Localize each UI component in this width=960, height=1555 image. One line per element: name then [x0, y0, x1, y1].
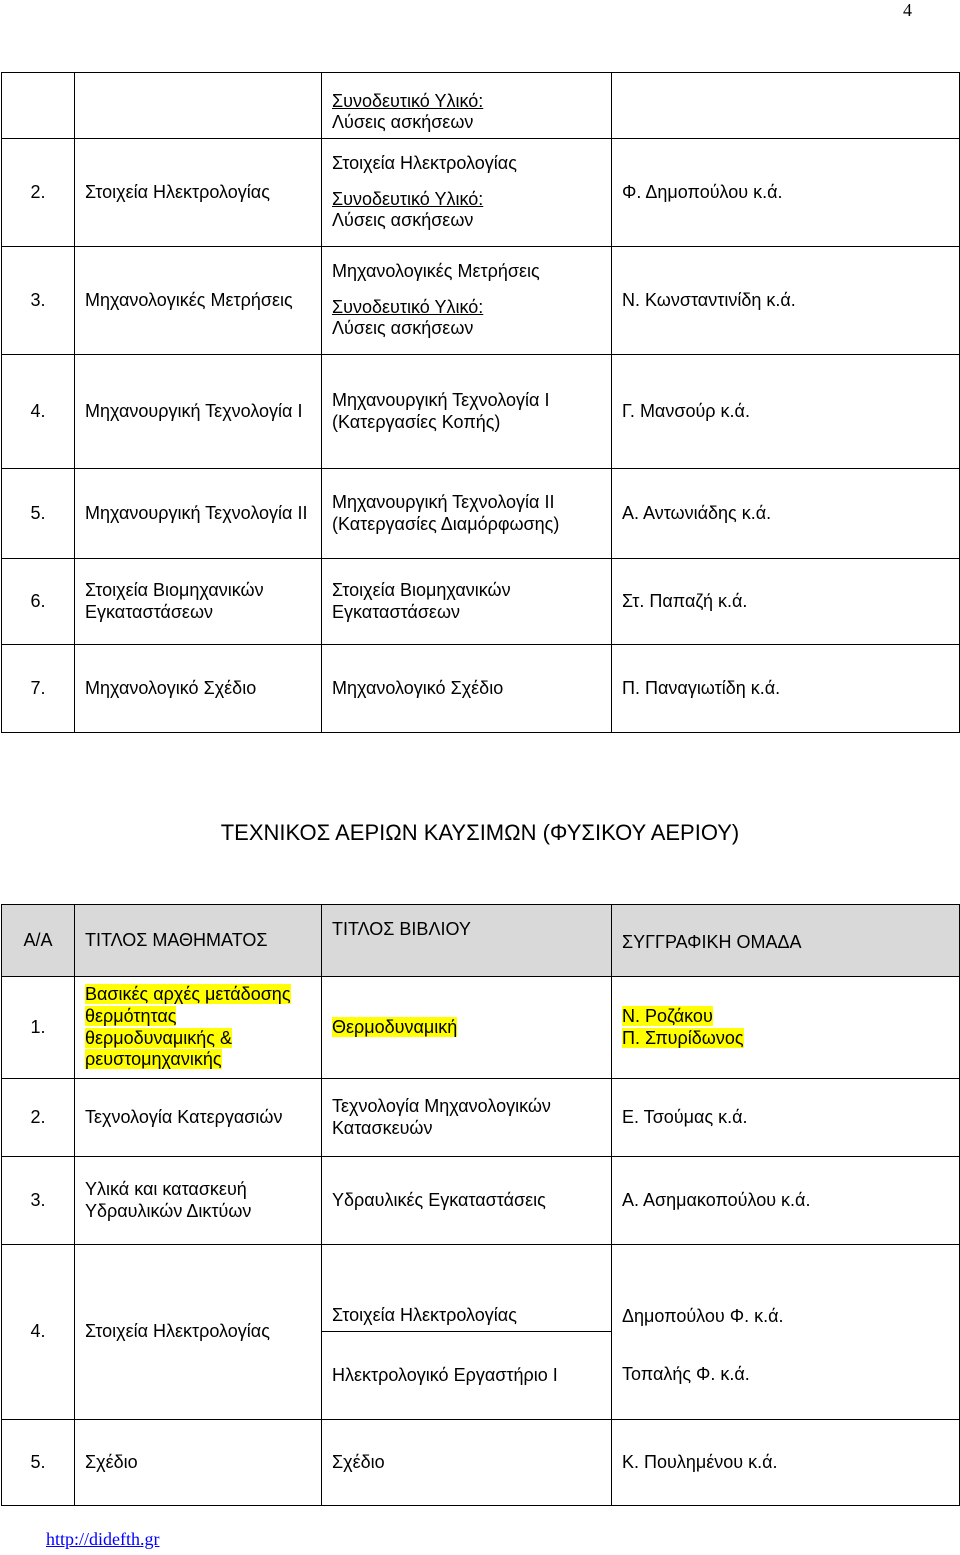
book-title: Μηχανουργική Τεχνολογία Ι (Κατεργασίες Κοπής) [322, 355, 612, 469]
course-title-text: Βασικές αρχές μετάδοσης θερμότητας θερμοδυναμικής & ρευστομηχανικής [85, 984, 291, 1070]
row-number: 3. [2, 247, 75, 355]
page-number: 4 [903, 0, 912, 20]
supplement-label: Συνοδευτικό Υλικό: [332, 90, 484, 111]
book-title [322, 247, 612, 355]
authors: Α. Ασημακοπούλου κ.ά. [612, 1157, 960, 1245]
course-title: Στοιχεία Βιομηχανικών Εγκαταστάσεων [75, 559, 322, 645]
course-title: Στοιχεία Ηλεκτρολογίας [75, 1245, 322, 1420]
course-title: Μηχανουργική Τεχνολογία Ι [75, 355, 322, 469]
authors [612, 73, 960, 139]
row-number: 2. [2, 139, 75, 247]
course-title: Υλικά και κατασκευή Υδραυλικών Δικτύων [75, 1157, 322, 1245]
book-title: Μηχανουργική Τεχνολογία ΙΙ (Κατεργασίες Διαμόρφωσης) [322, 469, 612, 559]
supplement-label: Συνοδευτικό Υλικό: [332, 296, 484, 317]
table-header-row [2, 905, 960, 977]
course-title: Μηχανολογικό Σχέδιο [75, 645, 322, 733]
header-course: ΤΙΤΛΟΣ ΜΑΘΗΜΑΤΟΣ [75, 905, 322, 977]
supplement-label: Συνοδευτικό Υλικό: [332, 188, 484, 209]
book-title: Σχέδιο [322, 1420, 612, 1506]
authors: Φ. Δημοπούλου κ.ά. [612, 139, 960, 247]
table-row [2, 247, 960, 355]
authors: Π. Παναγιωτίδη κ.ά. [612, 645, 960, 733]
author-name: Ν. Ροζάκου [622, 1005, 713, 1026]
row-number: 2. [2, 1079, 75, 1157]
book-title: Υδραυλικές Εγκαταστάσεις [322, 1157, 612, 1245]
section-title: ΤΕΧΝΙΚΟΣ ΑΕΡΙΩΝ ΚΑΥΣΙΜΩΝ (ΦΥΣΙΚΟΥ ΑΕΡΙΟΥ) [220, 820, 740, 845]
row-number: 1. [2, 977, 75, 1079]
row-number [2, 73, 75, 139]
book-title: Τεχνολογία Μηχανολογικών Κατασκευών [322, 1079, 612, 1157]
row-number: 5. [2, 1420, 75, 1506]
authors: Ε. Τσούμας κ.ά. [612, 1079, 960, 1157]
header-book: ΤΙΤΛΟΣ ΒΙΒΛΙΟΥ [322, 905, 612, 977]
authors: Κ. Πουλημένου κ.ά. [612, 1420, 960, 1506]
authors: Στ. Παπαζή κ.ά. [612, 559, 960, 645]
supplement-text: Λύσεις ασκήσεων [332, 112, 474, 133]
book-title: Στοιχεία Βιομηχανικών Εγκαταστάσεων [322, 559, 612, 645]
book-title [322, 139, 612, 247]
book-title-main: Στοιχεία Ηλεκτρολογίας [332, 153, 517, 174]
authors: Τοπαλής Φ. κ.ά. [612, 1332, 960, 1420]
table-row [2, 645, 960, 733]
authors: Α. Αντωνιάδης κ.ά. [612, 469, 960, 559]
table-row [2, 559, 960, 645]
table-row [2, 1079, 960, 1157]
course-title [75, 977, 322, 1079]
header-authors: ΣΥΓΓΡΑΦΙΚΗ ΟΜΑΔΑ [612, 905, 960, 977]
footer-link[interactable]: http://didefth.gr [46, 1529, 160, 1549]
table-row [2, 139, 960, 247]
authors: Δημοπούλου Φ. κ.ά. [612, 1245, 960, 1332]
row-number: 5. [2, 469, 75, 559]
course-title: Τεχνολογία Κατεργασιών [75, 1079, 322, 1157]
table-row [2, 469, 960, 559]
authors [612, 977, 960, 1079]
course-title: Μηχανολογικές Μετρήσεις [75, 247, 322, 355]
course-title: Στοιχεία Ηλεκτρολογίας [75, 139, 322, 247]
book-title-main: Μηχανολογικές Μετρήσεις [332, 261, 540, 282]
table-row [2, 355, 960, 469]
row-number: 7. [2, 645, 75, 733]
table-row [2, 1245, 960, 1332]
course-title: Μηχανουργική Τεχνολογία ΙΙ [75, 469, 322, 559]
courses-table [1, 904, 960, 1506]
courses-table-continued [1, 72, 960, 733]
book-title-text: Θερμοδυναμική [332, 1016, 458, 1037]
row-number: 3. [2, 1157, 75, 1245]
row-number: 6. [2, 559, 75, 645]
book-title: Ηλεκτρολογικό Εργαστήριο Ι [322, 1332, 612, 1420]
row-number: 4. [2, 1245, 75, 1420]
book-title: Στοιχεία Ηλεκτρολογίας [322, 1245, 612, 1332]
book-title: Μηχανολογικό Σχέδιο [322, 645, 612, 733]
course-title [75, 73, 322, 139]
supplement-text: Λύσεις ασκήσεων [332, 210, 474, 231]
table-row [2, 1157, 960, 1245]
supplement-text: Λύσεις ασκήσεων [332, 318, 474, 339]
table-row [2, 73, 960, 139]
authors: Γ. Μανσούρ κ.ά. [612, 355, 960, 469]
authors: Ν. Κωνσταντινίδη κ.ά. [612, 247, 960, 355]
table-row [2, 977, 960, 1079]
header-num: Α/Α [2, 905, 75, 977]
row-number: 4. [2, 355, 75, 469]
book-title [322, 977, 612, 1079]
table-row [2, 1420, 960, 1506]
author-name: Π. Σπυρίδωνος [622, 1027, 744, 1048]
course-title: Σχέδιο [75, 1420, 322, 1506]
book-title [322, 73, 612, 139]
